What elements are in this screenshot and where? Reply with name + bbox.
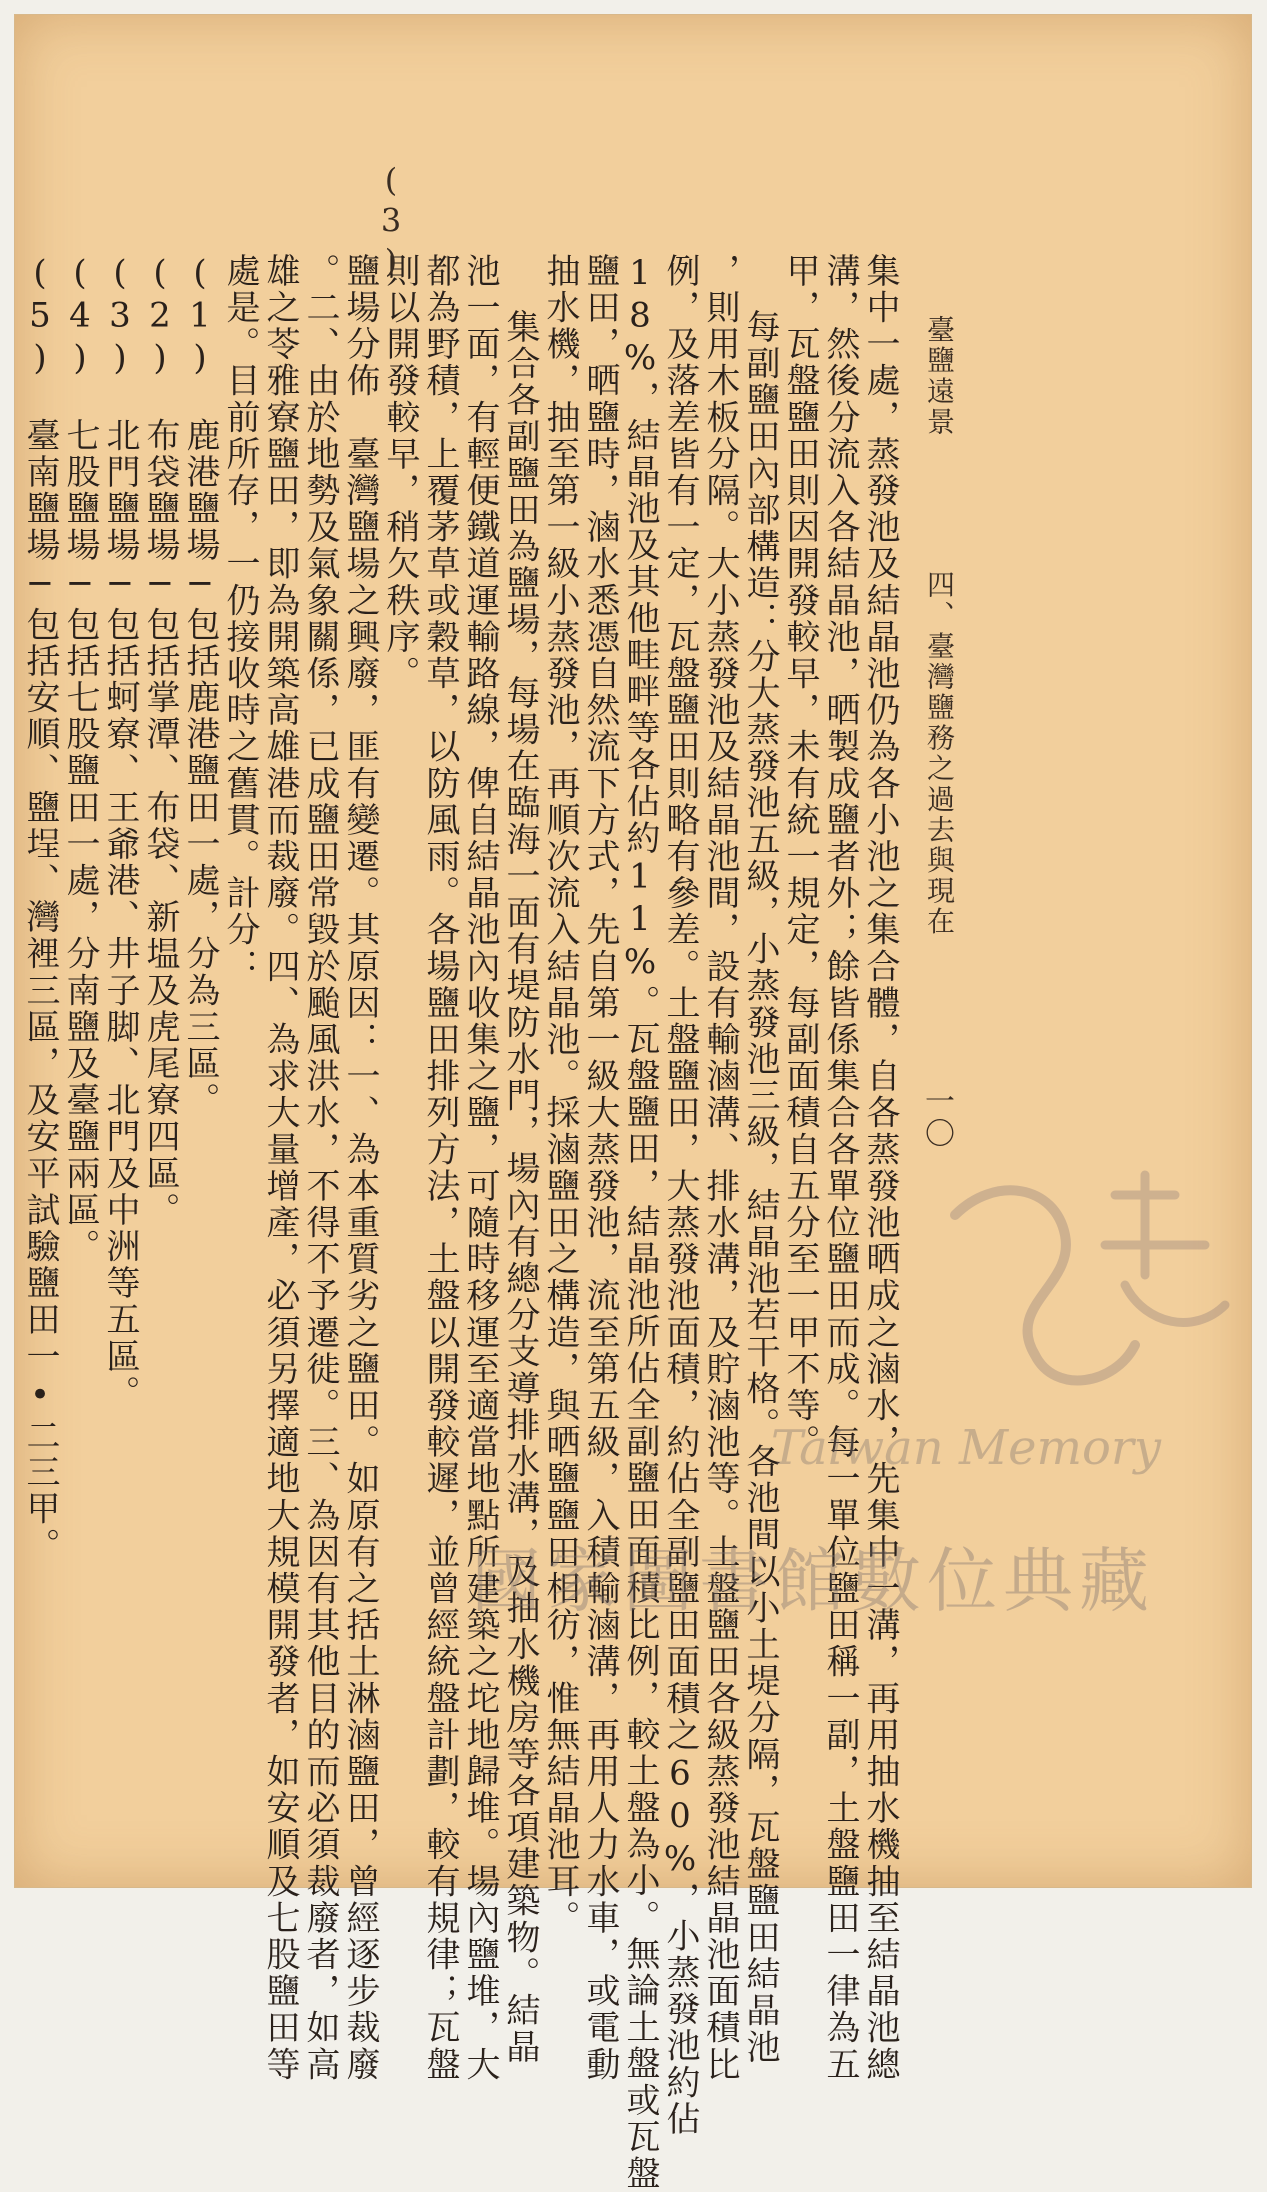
text-column-14: 鹽場分佈 臺灣鹽場之興廢，匪有變遷。其原因：一、為本重質劣之鹽田。如原有之括土淋滷鹽田，曾經逐步裁廢 — [340, 253, 380, 2083]
list-item-2: (2) 布袋鹽場─包括掌潭、布袋、新塭及虎尾寮四區。 — [140, 253, 180, 1229]
watermark-logo-icon — [915, 1155, 1255, 1455]
text-column-10: 集合各副鹽田為鹽場，每場在臨海一面有堤防水門，場內有總分支導排水溝，及抽水機房等各項建築物。結晶 — [500, 309, 540, 2066]
text-column-7: 18%，結晶池及其他畦畔等各佔約11%。瓦盤鹽田，結晶池所佔全副鹽田面積比例，較土盤為小。無論土盤或瓦盤 — [620, 253, 660, 2192]
text-column-16: 雄之苓雅寮鹽田，即為開築高雄港而裁廢。四、為求大量增產，必須另擇適地大規模開發者，如安順及七股鹽田等 — [260, 253, 300, 2083]
list-item-1: (1) 鹿港鹽場─包括鹿港鹽田一處，分為三區。 — [180, 253, 220, 1119]
text-column-12: 都為野積，上覆茅草或穀草，以防風雨。各場鹽田排列方法，土盤以開發較遲，並曾經統盤計劃，較有規律；瓦盤 — [420, 253, 460, 2083]
text-column-15: 。二、由於地勢及氣象關係，已成鹽田常毀於颱風洪水，不得不予遷徙。三、為因有其他目的而必須裁廢者，如高 — [300, 253, 340, 2083]
text-column-6: 例，及落差皆有一定，瓦盤鹽田則略有參差。土盤鹽田，大蒸發池面積，約佔全副鹽田面積之60%，小蒸發池約佔 — [660, 253, 700, 2138]
list-item-4: (4) 七股鹽場─包括七股鹽田一處，分南鹽及臺鹽兩區。 — [60, 253, 100, 1266]
text-column-5: ，則用木板分隔。大小蒸發池及結晶池間，設有輸滷溝、排水溝，及貯滷池等。土盤鹽田各級蒸發池結晶池面積比 — [700, 253, 740, 2083]
section-marker: (3) — [372, 161, 410, 283]
watermark-org: 國家圖書館數位典藏 — [471, 1540, 1155, 1622]
text-column-3: 甲，瓦盤鹽田則因開發較早，未有統一規定，每副面積自五分至一甲不等。 — [780, 253, 820, 1461]
list-item-3: (3) 北門鹽場─包括蚵寮、王爺港、井子脚、北門及中洲等五區。 — [100, 253, 140, 1412]
text-column-1: 集中一處，蒸發池及結晶池仍為各小池之集合體，自各蒸發池晒成之滷水，先集中一溝，再用抽水機抽至結晶池總 — [860, 253, 900, 2083]
text-column-13: 則以開發較早，稍欠秩序。 — [380, 253, 420, 693]
watermark-brand-en: Taiwan Memory — [770, 1420, 1161, 1476]
text-column-4: 每副鹽田內部構造：分大蒸發池五級，小蒸發池三級，結晶池若干格。各池間以小土堤分隔，瓦盤鹽田結晶池 — [740, 309, 780, 2066]
page — [14, 14, 1252, 2192]
running-title: 臺鹽遠景 — [923, 315, 956, 438]
text-column-8: 鹽田，晒鹽時，滷水悉憑自然流下方式，先自第一級大蒸發池，流至第五級，入積輸滷溝，再用人力水車，或電動 — [580, 253, 620, 2083]
text-column-2: 溝，然後分流入各結晶池，晒製成鹽者外；餘皆係集合各單位鹽田而成。每一單位鹽田稱一副，土盤鹽田一律為五 — [820, 253, 860, 2083]
text-column-11: 池一面，有輕便鐵道運輸路線，俾自結晶池內收集之鹽，可隨時移運至適當地點所建築之坨地歸堆。場內鹽堆，大 — [460, 253, 500, 2083]
text-column-17: 處是。目前所存，一仍接收時之舊貫。計分： — [220, 253, 260, 985]
chapter-title: 四、臺灣鹽務之過去與現在 — [923, 570, 956, 938]
list-item-5: (5) 臺南鹽場─包括安順、鹽埕、灣裡三區，及安平試驗鹽田一•二三甲。 — [20, 253, 60, 1564]
page-number: 一〇 — [919, 1085, 954, 1151]
text-column-9: 抽水機，抽至第一級小蒸發池，再順次流入結晶池。採滷鹽田之構造，與晒鹽鹽田相彷，惟無結晶池耳。 — [540, 253, 580, 1937]
